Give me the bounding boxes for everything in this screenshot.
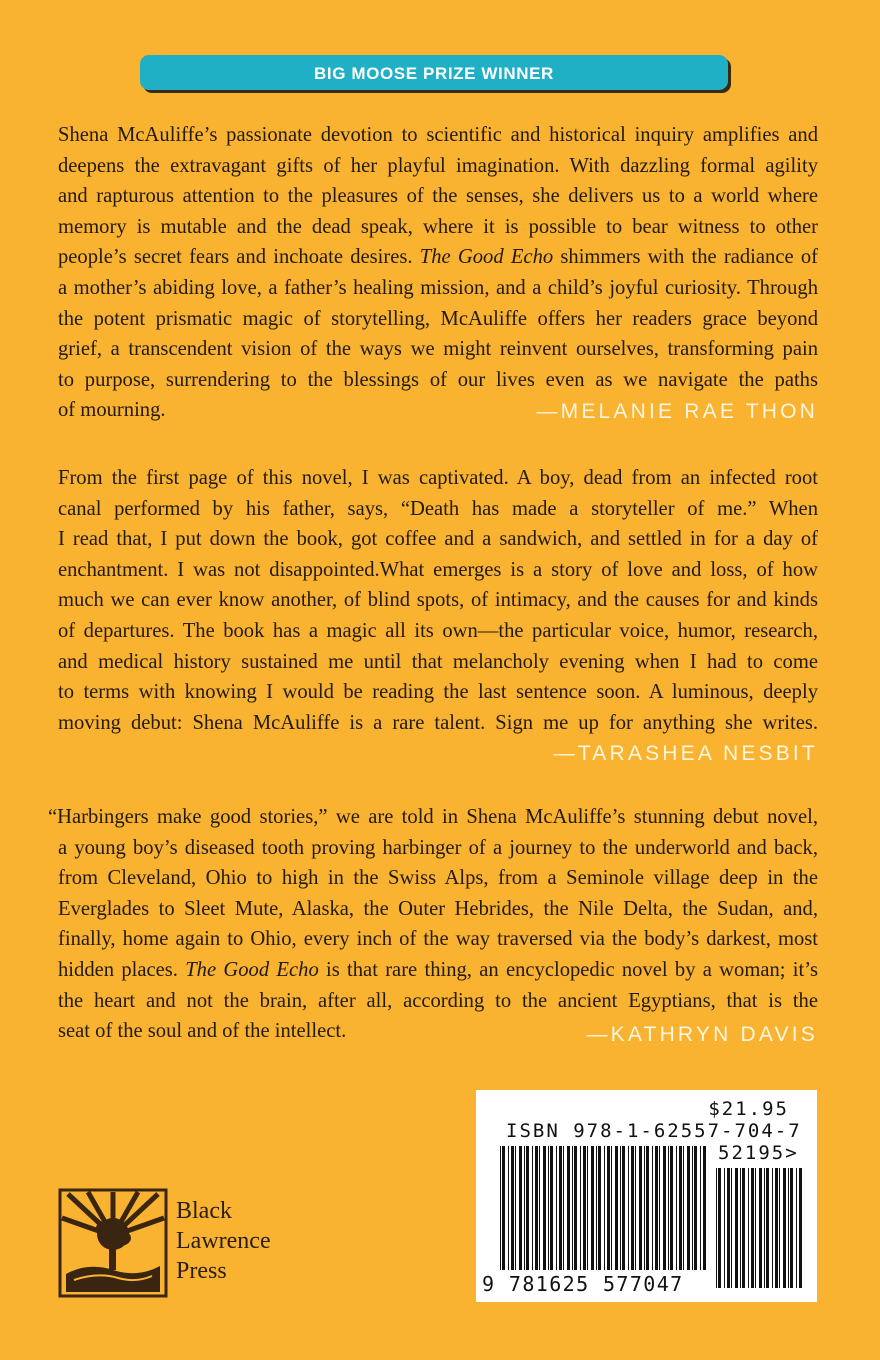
barcode-bar [659, 1146, 660, 1270]
blurb-line: From the first page of this novel, I was captivated. A boy, dead from an infected root [58, 467, 818, 489]
prize-banner: BIG MOOSE PRIZE WINNER [140, 55, 728, 90]
barcode-bar [694, 1146, 697, 1270]
publisher-line: Press [176, 1258, 227, 1284]
barcode-bar [790, 1168, 793, 1288]
barcode-bar [655, 1146, 658, 1270]
barcode-bar [550, 1146, 553, 1270]
barcode-bar [539, 1146, 540, 1270]
blurb-line: from Cleveland, Ohio to high in the Swiss Alps, from a Seminole village deep in the [58, 867, 818, 890]
blurb-line [58, 242, 818, 273]
price-label: $21.95 [708, 1098, 789, 1120]
blurb-text: shimmers with the radiance of [553, 246, 818, 269]
attribution-davis: —KATHRYN DAVIS [586, 1023, 818, 1046]
barcode-bar [783, 1168, 786, 1288]
barcode-bar [556, 1146, 557, 1270]
publisher-name [176, 1196, 271, 1286]
blurb-davis [48, 802, 818, 1047]
barcode-bar [607, 1146, 610, 1270]
barcode-bar [622, 1146, 625, 1270]
book-title: The Good Echo [185, 958, 319, 981]
barcode-bar [620, 1146, 621, 1270]
blurb-text: hidden places. [58, 958, 178, 981]
blurb-line: and rapturous attention to the pleasures of the senses, she delivers us to a world where [58, 185, 818, 208]
blurb-line: and medical history sustained me until that melancholy evening when I had to come [58, 650, 818, 673]
barcode-bar [755, 1168, 756, 1288]
blurb-line: to terms with knowing I would be reading the last sentence soon. A luminous, deeply [58, 681, 818, 704]
barcode-bar [598, 1146, 601, 1270]
barcode-bar [775, 1168, 778, 1288]
blurb-line: I read that, I put down the book, got coffee and a sandwich, and settled in for a day of [58, 528, 818, 551]
main-barcode [500, 1146, 708, 1270]
barcode-bar [515, 1146, 516, 1270]
barcode-bar [670, 1146, 673, 1270]
barcode-bar [563, 1146, 564, 1270]
publisher-line: Lawrence [176, 1228, 271, 1254]
barcode-bar [604, 1146, 605, 1270]
blurb-line: seat of the soul and of the intellect. [58, 1020, 347, 1043]
barcode-bar [567, 1146, 570, 1270]
blurb-line [58, 955, 818, 986]
barcode-bar [683, 1146, 684, 1270]
attribution-nesbit: —TARASHEA NESBIT [553, 742, 818, 765]
barcode-bar [687, 1146, 690, 1270]
barcode-bar [502, 1146, 505, 1270]
barcode-bar [788, 1168, 789, 1288]
barcode-bar [679, 1146, 682, 1270]
barcode-bar [580, 1146, 581, 1270]
blurb-line: deepens the extravagant gifts of her playful imagination. With dazzling formal agility [58, 154, 818, 177]
blurb-line: much we can ever know another, of blind spots, of intimacy, and the causes for and kinds [58, 589, 818, 612]
isbn-digits: 9 781625 577047 [482, 1272, 684, 1296]
blurb-line: finally, home again to Ohio, every inch of the way traversed via the body’s darkest, most [58, 928, 818, 951]
barcode-bar [572, 1146, 573, 1270]
barcode-bar [668, 1146, 669, 1270]
barcode-bar [724, 1168, 725, 1288]
blurb-line: memory is mutable and the dead speak, where it is possible to bear witness to other [58, 215, 818, 238]
barcode-bar [692, 1146, 693, 1270]
barcode-bar [676, 1146, 677, 1270]
barcode-bar [574, 1146, 577, 1270]
blurb-line: grief, a transcendent vision of the ways we might reinvent ourselves, transforming pain [58, 338, 818, 361]
blurb-line: the heart and not the brain, after all, according to the ancient Egyptians, that is the [58, 989, 818, 1012]
barcode-bar [543, 1146, 546, 1270]
barcode-bar [526, 1146, 529, 1270]
barcode-bar [779, 1168, 780, 1288]
barcode-bar [591, 1146, 594, 1270]
barcode-bar [639, 1146, 642, 1270]
barcode-bar [500, 1146, 501, 1270]
blurb-line: Shena McAuliffe’s passionate devotion to scientific and historical inquiry amplifies and [58, 124, 818, 146]
barcode-bar [583, 1146, 586, 1270]
barcode-bar [611, 1146, 612, 1270]
blurb-line: of departures. The book has a magic all its own—the particular voice, humor, research, [58, 619, 818, 642]
barcode-bar [751, 1168, 754, 1288]
blurb-line: moving debut: Shena McAuliffe is a rare talent. Sign me up for anything she writes. [58, 711, 818, 734]
blurb-line: a young boy’s diseased tooth proving harbinger of a journey to the underworld and back, [58, 836, 818, 859]
blurb-nesbit [58, 463, 818, 738]
barcode-bar [548, 1146, 549, 1270]
blurb-line: of mourning. [58, 399, 166, 422]
barcode-bar [796, 1168, 797, 1288]
barcode-bar [700, 1146, 701, 1270]
barcode-bar [628, 1146, 629, 1270]
barcode-bar [703, 1146, 706, 1270]
blurb-line: “Harbingers make good stories,” we are told in Shena McAuliffe’s stunning debut novel, [48, 806, 818, 828]
barcode-bar [646, 1146, 649, 1270]
barcode-bar [740, 1168, 741, 1288]
barcode-bar [511, 1146, 514, 1270]
barcode-bar [766, 1168, 769, 1288]
barcode-bar [772, 1168, 773, 1288]
blurb-line: to purpose, surrendering to the blessings of our lives even as we navigate the paths [58, 368, 818, 391]
barcode-bar [748, 1168, 749, 1288]
blurb-line: a mother’s abiding love, a father’s healing mission, and a child’s joyful curiosity. Through [58, 276, 818, 299]
blurb-line: canal performed by his father, says, “Death has made a storyteller of me.” When [58, 497, 818, 520]
publisher-logo [58, 1188, 168, 1298]
barcode-bar [524, 1146, 525, 1270]
barcode-bar [735, 1168, 738, 1288]
isbn-barcode-box [476, 1090, 817, 1302]
attribution-thon: —MELANIE RAE THON [536, 400, 818, 423]
publisher-line: Black [176, 1198, 232, 1224]
barcode-bar [508, 1146, 509, 1270]
blurb-line: Everglades to Sleet Mute, Alaska, the Outer Hebrides, the Nile Delta, the Sudan, and, [58, 897, 818, 920]
barcode-bar [718, 1168, 721, 1288]
barcode-bar [799, 1168, 802, 1288]
isbn-label: ISBN 978-1-62557-704-7 [506, 1120, 802, 1142]
barcode-bar [532, 1146, 533, 1270]
barcode-bar [727, 1168, 730, 1288]
blurb-text: is that rare thing, an encyclopedic novel by a woman; it’s [318, 958, 818, 981]
barcode-bar [596, 1146, 597, 1270]
blurb-line: enchantment. I was not disappointed.What emerges is a story of love and loss, of how [58, 558, 818, 581]
book-title: The Good Echo [419, 246, 554, 269]
blurb-line: the potent prismatic magic of storytelling, McAuliffe offers her readers grace beyond [58, 307, 818, 330]
blurb-text: people’s secret fears and inchoate desires. [58, 246, 413, 269]
addon-barcode [716, 1168, 802, 1288]
barcode-bar [731, 1168, 732, 1288]
barcode-bar [631, 1146, 634, 1270]
barcode-bar [716, 1168, 717, 1288]
barcode-bar [559, 1146, 562, 1270]
barcode-bar [644, 1146, 645, 1270]
addon-digits: 52195> [718, 1142, 799, 1164]
barcode-bar [663, 1146, 666, 1270]
barcode-bar [742, 1168, 745, 1288]
barcode-bar [587, 1146, 588, 1270]
tree-sunburst-icon [58, 1188, 168, 1298]
barcode-bar [519, 1146, 522, 1270]
barcode-bar [615, 1146, 618, 1270]
barcode-bar [759, 1168, 762, 1288]
blurb-thon [58, 120, 818, 426]
barcode-bar [652, 1146, 653, 1270]
barcode-bar [635, 1146, 636, 1270]
barcode-bar [535, 1146, 538, 1270]
barcode-bar [764, 1168, 765, 1288]
